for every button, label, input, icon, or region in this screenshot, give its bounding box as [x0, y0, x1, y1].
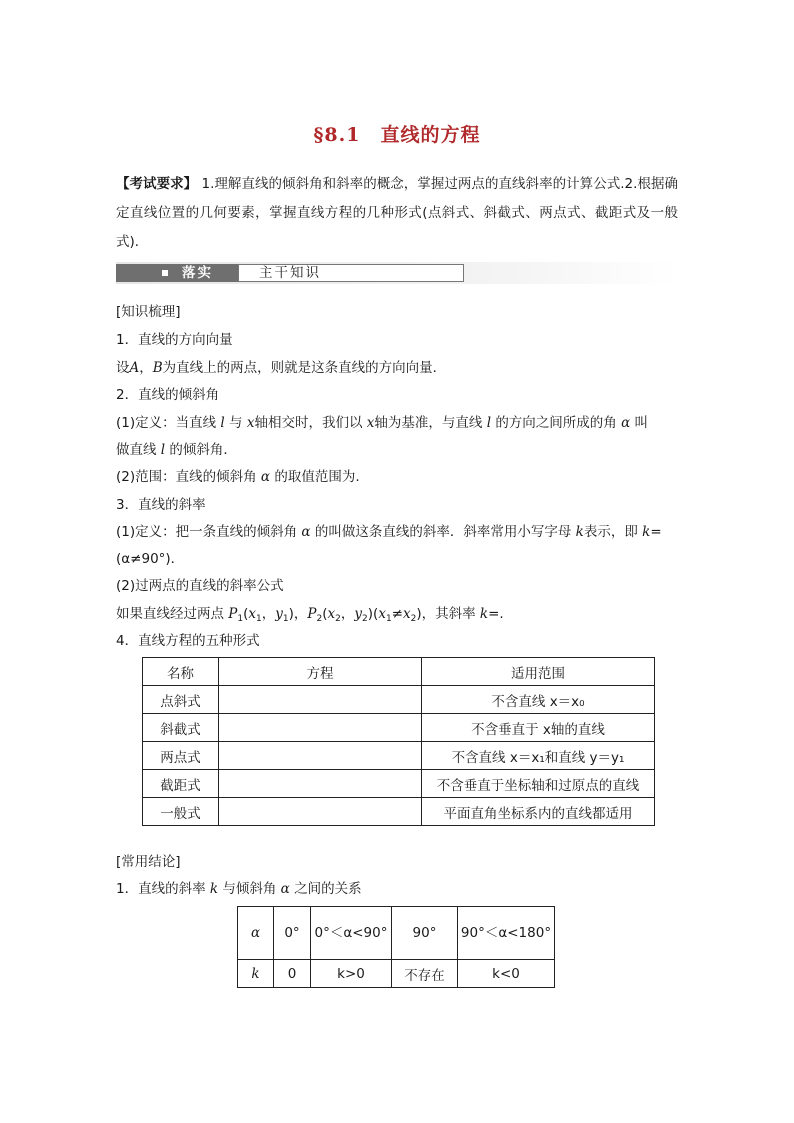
form-equation-cell	[219, 686, 422, 714]
text-run: =	[650, 524, 662, 540]
table-row	[238, 907, 555, 960]
form-name-cell: 点斜式	[143, 686, 219, 714]
header-cell: 适用范围	[422, 658, 655, 686]
header-cell: 方程	[219, 658, 422, 686]
alpha-label-cell	[238, 907, 274, 960]
header-cell: 名称	[143, 658, 219, 686]
var-k: k	[642, 524, 651, 540]
forms-table	[142, 657, 655, 826]
table-row	[143, 742, 655, 770]
item4-title: 4．直线方程的五种形式	[116, 633, 260, 649]
conclusion-item1	[116, 879, 362, 899]
text-run: ，其斜率	[421, 606, 476, 622]
page-title: §8.1 直线的方程	[313, 124, 481, 146]
text-run: 1．直线的斜率	[116, 881, 206, 897]
var-l: l	[220, 415, 225, 431]
var-k: k	[209, 881, 219, 897]
var-x2: x	[402, 606, 411, 622]
form-range-cell: 不含直线 x＝x₁和直线 y＝y₁	[422, 742, 655, 770]
item3-formula-title: (2)过两点的直线的斜率公式	[116, 578, 284, 594]
table-row	[143, 770, 655, 798]
conclusions-heading: [常用结论]	[116, 854, 181, 870]
text-run: 轴相交时，我们以	[254, 415, 363, 431]
text-run: 的取值范围为.	[274, 469, 360, 485]
table-cell: k>0	[311, 960, 392, 988]
text-run: 的叫做这条直线的斜率．斜率常用小写字母	[314, 524, 572, 540]
table-row	[143, 798, 655, 826]
var-alpha: α	[301, 524, 311, 540]
text-run: (1)定义：把一条直线的倾斜角	[116, 524, 298, 540]
table-cell: 90°	[392, 907, 458, 960]
table-row	[238, 960, 555, 988]
text-run: 与倾斜角	[222, 881, 277, 897]
text-run: 表示，即	[583, 524, 638, 540]
table-cell: 不存在	[392, 960, 458, 988]
section-left-label: 落实	[182, 265, 213, 281]
var-y1: y	[275, 606, 283, 622]
var-P2: P	[307, 606, 317, 622]
table-cell: 0	[274, 960, 311, 988]
subscript: 2	[362, 614, 368, 624]
var-k: k	[251, 965, 260, 982]
slope-table	[237, 906, 555, 988]
var-x1: x	[248, 606, 257, 622]
table-header-row	[143, 658, 655, 686]
subscript: 1	[237, 614, 244, 624]
item2-def	[116, 413, 648, 433]
var-alpha: α	[621, 415, 631, 431]
subscript: 2	[335, 614, 341, 624]
var-B: B	[152, 360, 163, 376]
var-x: x	[366, 415, 375, 431]
table-row	[143, 686, 655, 714]
item2-def-line2	[116, 440, 237, 460]
subscript: 1	[385, 614, 392, 624]
table-cell: 0°＜α<90°	[311, 907, 392, 960]
var-x: x	[246, 415, 255, 431]
form-range-cell: 不含垂直于 x轴的直线	[422, 714, 655, 742]
var-l: l	[486, 415, 492, 431]
text-run: (1)定义：当直线	[116, 415, 217, 431]
text-run: 的倾斜角．	[169, 442, 237, 458]
text-run: 轴为基准，与直线	[374, 415, 483, 431]
form-name-cell: 一般式	[143, 798, 219, 826]
table-cell: 90°＜α<180°	[458, 907, 555, 960]
square-bullet-icon	[162, 270, 168, 276]
item3-def	[116, 522, 662, 542]
item2-title: 2．直线的倾斜角	[116, 387, 220, 403]
var-x1: x	[378, 606, 386, 622]
section-bar-left	[116, 264, 238, 282]
text-run: 与	[229, 415, 243, 431]
form-range-cell: 不含垂直于坐标轴和过原点的直线	[422, 770, 655, 798]
form-name-cell: 截距式	[143, 770, 219, 798]
text-run: 做直线	[116, 442, 157, 458]
text-run: 如果直线经过两点	[116, 606, 224, 622]
subscript: 2	[410, 614, 417, 624]
section-bar-right	[238, 264, 464, 282]
exam-requirement-tag: 【考试要求】	[116, 176, 198, 192]
text-run: 的方向之间所成的角	[495, 415, 617, 431]
var-y2: y	[354, 606, 363, 622]
form-name-cell: 两点式	[143, 742, 219, 770]
text-run: 为直线上的两点，则就是这条直线的方向向量．	[162, 360, 447, 376]
subscript: 1	[282, 614, 289, 624]
subscript: 2	[316, 614, 323, 624]
var-A: A	[129, 360, 140, 376]
form-equation-cell	[219, 798, 422, 826]
item3-def-line2: (α≠90°)．	[116, 551, 185, 567]
item1-title: 1．直线的方向向量	[116, 332, 233, 348]
section-bar	[116, 262, 678, 284]
exam-requirement-text: 1.理解直线的倾斜角和斜率的概念，掌握过两点的直线斜率的计算公式.2.根据确定直线位置的几何要素，掌握直线方程的几种形式(点斜式、斜截式、两点式、截距式及一般式)．	[116, 176, 679, 250]
text-run: =.	[488, 606, 504, 622]
text-run: 叫	[634, 415, 649, 431]
form-equation-cell	[219, 742, 422, 770]
item2-range	[116, 467, 360, 487]
var-alpha: α	[260, 469, 271, 485]
form-equation-cell	[219, 770, 422, 798]
form-name-cell: 斜截式	[143, 714, 219, 742]
text-run: ，	[139, 360, 153, 376]
var-P1: P	[228, 606, 238, 622]
form-range-cell: 不含直线 x＝x₀	[422, 686, 655, 714]
knowledge-heading: [知识梳理]	[116, 304, 181, 320]
form-range-cell: 平面直角坐标系内的直线都适用	[422, 798, 655, 826]
text-run: (2)范围：直线的倾斜角	[116, 469, 257, 485]
table-cell: 0°	[274, 907, 311, 960]
var-k: k	[575, 524, 584, 540]
table-row	[143, 714, 655, 742]
form-equation-cell	[219, 714, 422, 742]
item1-text	[116, 358, 446, 378]
text-run: 之间的关系	[294, 881, 362, 897]
table-cell: k<0	[458, 960, 555, 988]
exam-requirement	[116, 170, 678, 257]
item3-formula: 如果直线经过两点 $P_1(x_1$，$y_1$)，$P_2(x_2$，$y_2)(x_1\ne x_2)$，其斜率 k=.	[116, 606, 504, 624]
var-k: k	[479, 606, 489, 622]
var-x2: x	[327, 606, 336, 622]
var-l: l	[160, 442, 166, 458]
section-right-label: 主干知识	[259, 265, 321, 281]
text-run: 设	[116, 360, 130, 376]
item3-title: 3．直线的斜率	[116, 497, 206, 513]
subscript: 1	[256, 614, 262, 624]
var-alpha: α	[250, 925, 261, 941]
k-label-cell	[238, 960, 274, 988]
var-alpha: α	[280, 881, 290, 897]
